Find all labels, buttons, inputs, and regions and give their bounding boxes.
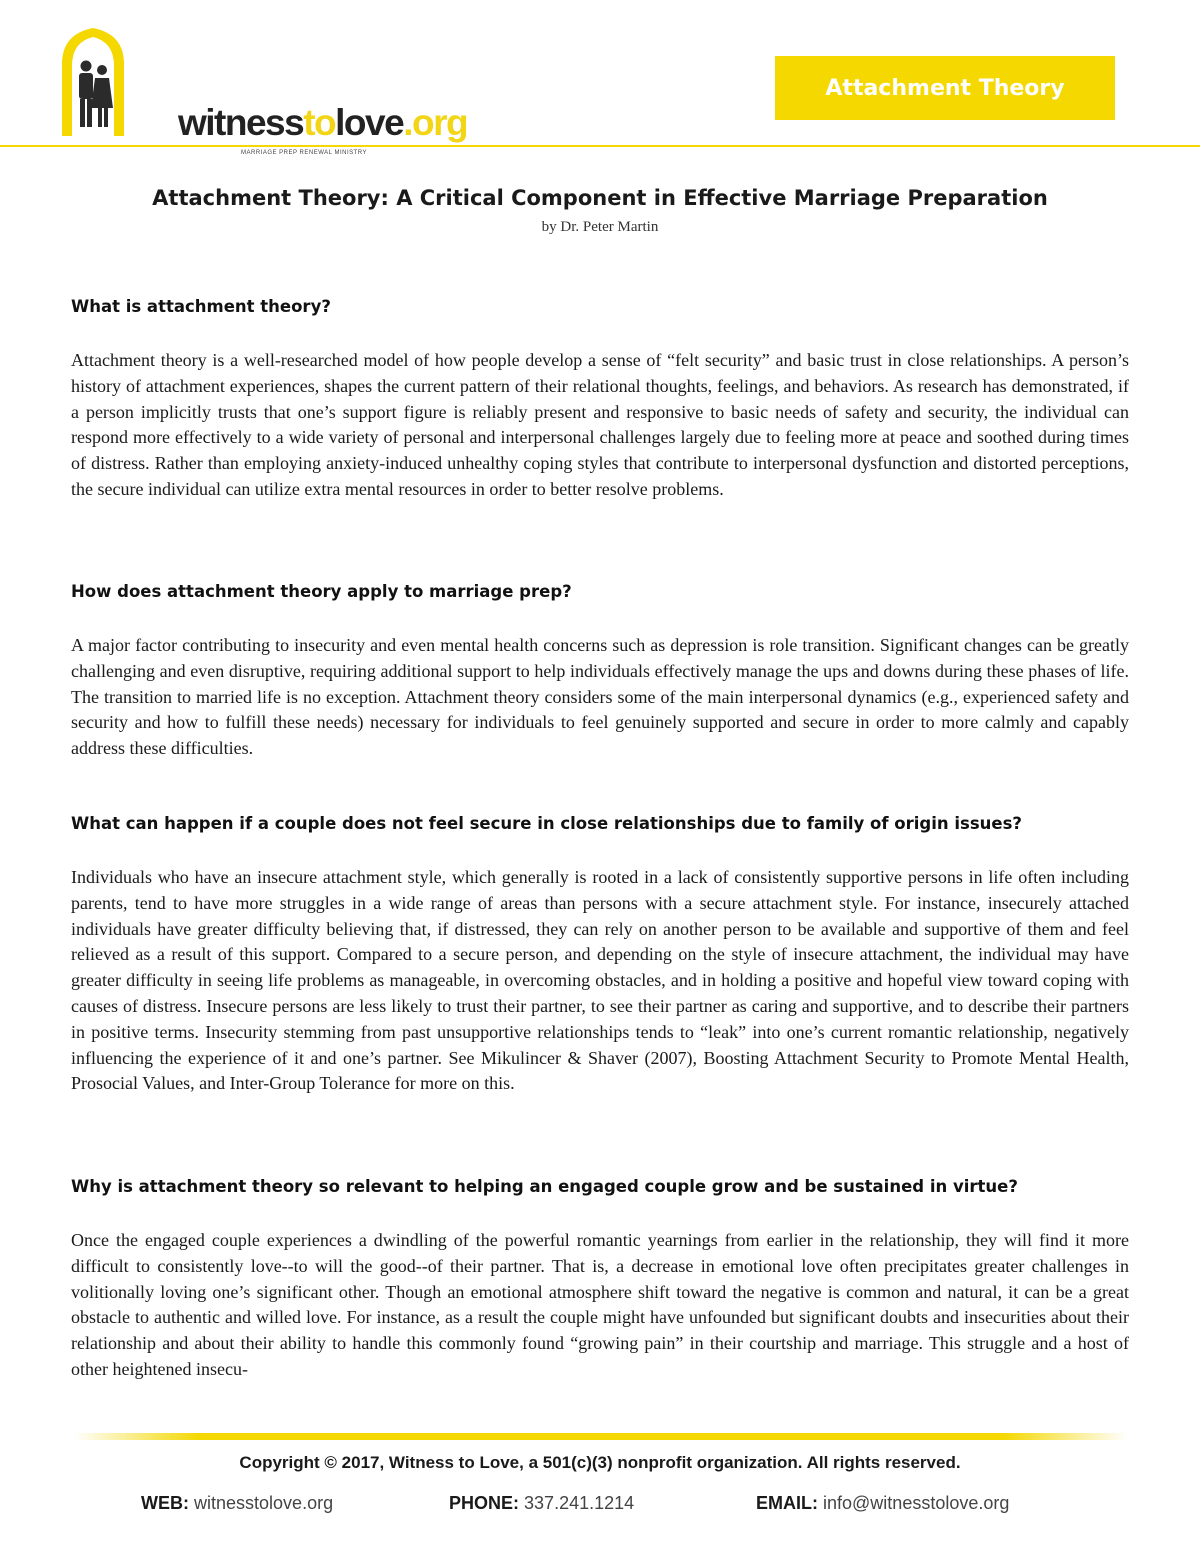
church-arch-icon [58,26,128,136]
logo-tagline: MARRIAGE PREP RENEWAL MINISTRY [240,150,368,156]
author-byline: by Dr. Peter Martin [541,219,659,235]
page-header [0,0,1200,156]
witness-to-love-logo[interactable] [58,26,468,156]
section-relevance-virtue [71,1177,1129,1383]
section-heading: How does attachment theory apply to marriage prep? [71,582,572,601]
section-what-is-attachment-theory [71,297,1129,503]
document-title: Attachment Theory: A Critical Component in Effective Marriage Preparation [152,186,1048,210]
section-body: Once the engaged couple experiences a dwindling of the powerful romantic yearnings from earlier in the relationship, they will find it more difficult to consistently love--to will the good--of their partner. That is, a decrease in emotional love often precipitates greater challenges in volitionally loving one’s significant other. Though an emotional atmosphere shift toward the negative is common and natural, it can be a great obstacle to authentic and willed love. For instance, as a result the couple might have unfounded but significant doubts and insecurities about their relationship and about their ability to handle this commonly found “growing pain” in their courtship and marriage. This struggle and a host of other heightened insecu- [71,1230,1129,1379]
email-label: EMAIL: [756,1493,818,1513]
phone-label: PHONE: [449,1493,520,1513]
section-marriage-prep [71,582,1129,762]
phone-contact[interactable] [449,1493,634,1514]
section-body: Attachment theory is a well-researched model of how people develop a sense of “felt security” and basic trust in close relationships. A person’s history of attachment experiences, shapes the current pattern of their relational thoughts, feelings, and behaviors. As research has demonstrated, if a person implicitly trusts that one’s support figure is reliably present and responsive to basic needs of safety and security, the individual can respond more effectively to a wide variety of personal and interpersonal challenges largely due to feeling more at peace and soothed during times of distress. Rather than employing anxiety-induced unhealthy coping styles that contribute to interpersonal dysfunction and distorted perceptions, the secure individual can utilize extra mental resources in order to better resolve problems. [71,350,1129,499]
header-divider [0,145,1200,147]
copyright-notice: Copyright © 2017, Witness to Love, a 501(c)(3) nonprofit organization. All rights reserved. [239,1453,961,1472]
web-label: WEB: [141,1493,189,1513]
section-heading: What can happen if a couple does not feel secure in close relationships due to family of origin issues? [71,814,1022,833]
email-contact[interactable] [756,1493,1009,1514]
logo-wordmark: witnesstolove.org [178,102,468,143]
footer-divider [74,1433,1128,1440]
section-insecure-couples [71,814,1129,1097]
section-body: A major factor contributing to insecurity and even mental health concerns such as depression is role transition. Significant changes can be greatly challenging and even disruptive, requiring additional support to help individuals effectively manage the ups and downs during these phases of life. The transition to married life is no exception. Attachment theory considers some of the main interpersonal dynamics (e.g., experienced safety and security and how to fulfill these needs) necessary for individuals to feel genuinely supported and secure in order to more calmly and capably address these difficulties. [71,635,1129,759]
web-contact[interactable] [141,1493,333,1514]
section-heading: What is attachment theory? [71,297,331,316]
phone-number[interactable]: 337.241.1214 [524,1493,635,1513]
section-body: Individuals who have an insecure attachment style, which generally is rooted in a lack of consistently supportive persons in life often including parents, tend to have more struggles in a wide range of areas than persons with a secure attachment style. For instance, insecurely attached individuals have greater difficulty believing that, if distressed, they can rely on another person to be available and supportive of them and feel relieved as a result of this support. Compared to a secure person, and depending on the style of insecure attachment, the individual may have greater difficulty in seeing life problems as manageable, in overcoming obstacles, and in holding a positive and hopeful view toward coping with causes of distress. Insecure persons are less likely to trust their partner, to see their partner as caring and supportive, and to describe their partners in positive terms. Insecurity stemming from past unsupportive relationships tends to “leak” into one’s current romantic relationship, negatively influencing the experience of it and one’s partner. See Mikulincer & Shaver (2007), Boosting Attachment Security to Promote Mental Health, Prosocial Values, and Inter-Group Tolerance for more on this. [71,867,1129,1094]
email-link[interactable]: info@witnesstolove.org [823,1493,1010,1513]
section-heading: Why is attachment theory so relevant to helping an engaged couple grow and be sustained in virtue? [71,1177,1018,1196]
web-link[interactable]: witnesstolove.org [194,1493,334,1513]
topic-badge: Attachment Theory [775,56,1115,120]
